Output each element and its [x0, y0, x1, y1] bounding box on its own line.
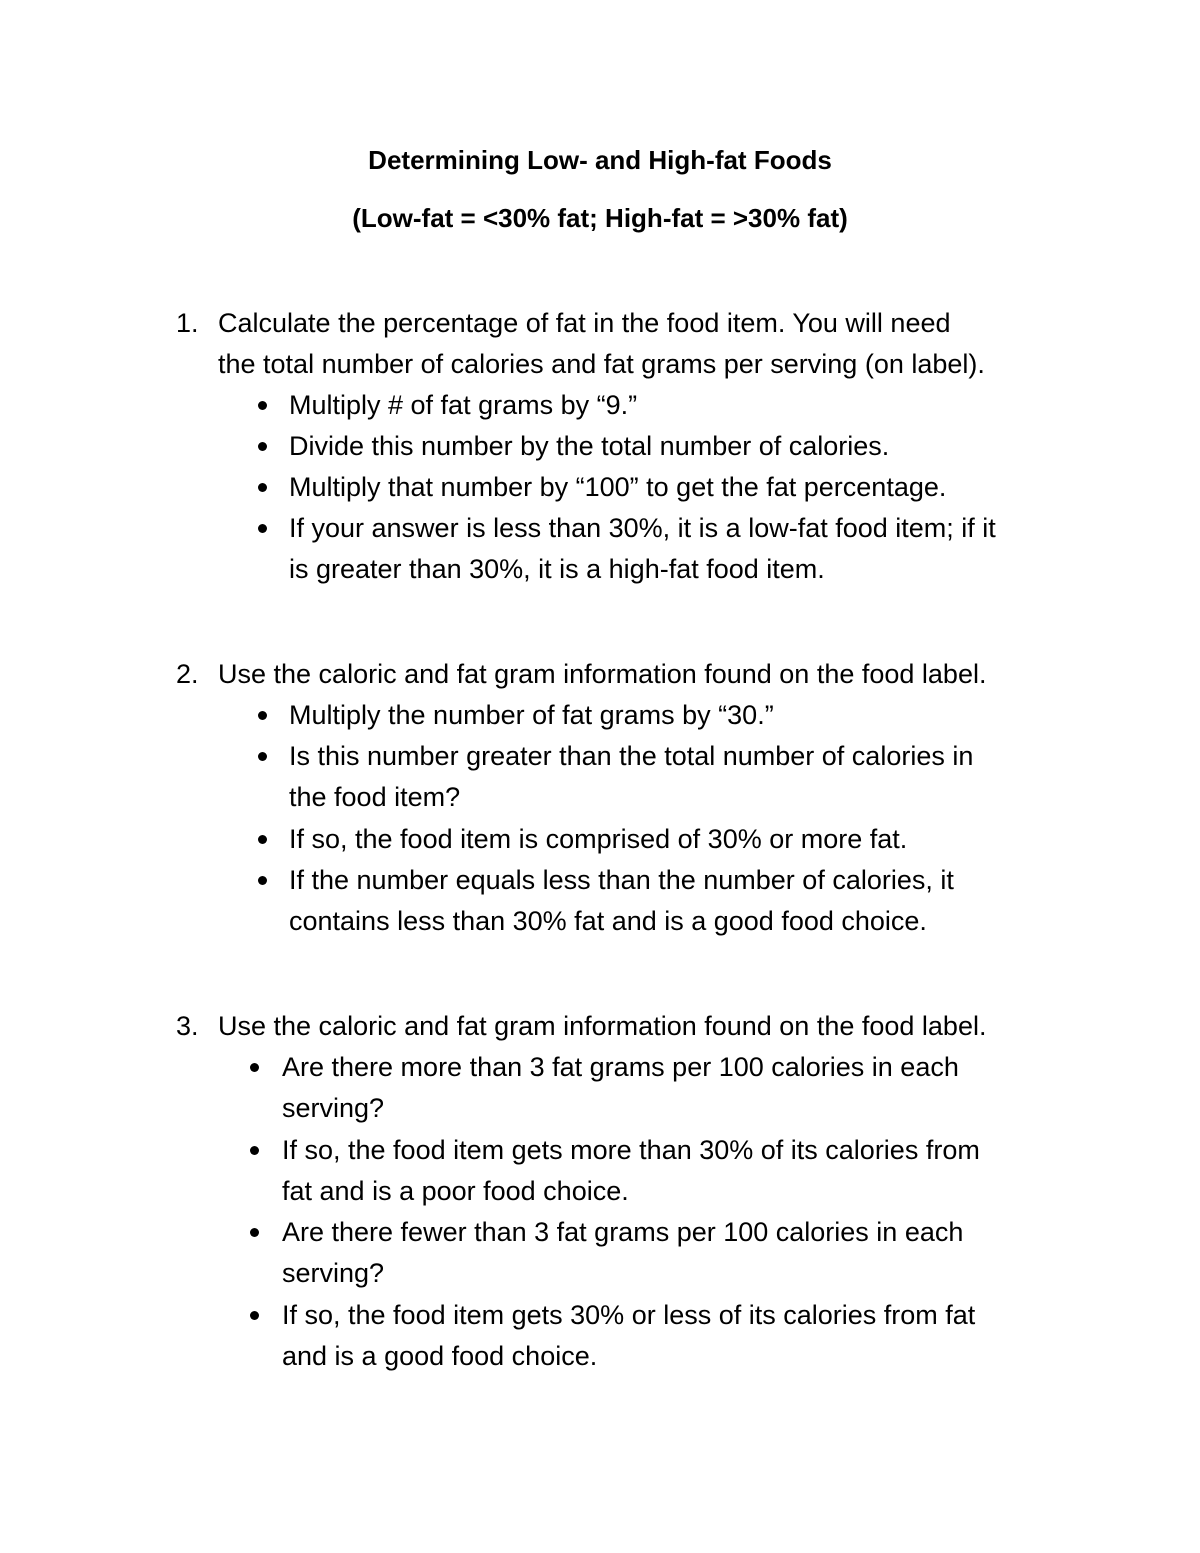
- bullet-text-line: If so, the food item is comprised of 30% or more fat.: [289, 824, 908, 854]
- bullet-text-line: If so, the food item gets 30% or less of its calories from fat: [282, 1300, 976, 1330]
- bullet-icon: [258, 876, 267, 885]
- step-text-line: the total number of calories and fat grams per serving (on label).: [218, 349, 985, 380]
- bullet-icon: [258, 752, 267, 761]
- bullet-text-line: contains less than 30% fat and is a good food choice.: [289, 906, 927, 937]
- bullet-icon: [250, 1311, 259, 1320]
- bullet-text-line: is greater than 30%, it is a high-fat food item.: [289, 554, 825, 585]
- bullet-icon: [250, 1063, 259, 1072]
- bullet-text-line: Are there more than 3 fat grams per 100 calories in each: [282, 1052, 959, 1082]
- document-subtitle: (Low-fat = <30% fat; High-fat = >30% fat): [352, 203, 848, 233]
- step-number: 1.: [176, 308, 199, 338]
- bullet-text-line: the food item?: [289, 782, 461, 813]
- bullet-text-line: Is this number greater than the total number of calories in: [289, 741, 974, 771]
- step-number: 3.: [176, 1011, 199, 1041]
- step-number: 2.: [176, 659, 199, 689]
- bullet-text-line: serving?: [282, 1093, 385, 1124]
- bullet-text-line: and is a good food choice.: [282, 1341, 598, 1372]
- bullet-icon: [258, 711, 267, 720]
- bullet-icon: [258, 835, 267, 844]
- bullet-text-line: If the number equals less than the number of calories, it: [289, 865, 954, 895]
- bullet-icon: [258, 442, 267, 451]
- bullet-icon: [258, 483, 267, 492]
- bullet-icon: [250, 1146, 259, 1155]
- bullet-text-line: Multiply the number of fat grams by “30.”: [289, 700, 774, 730]
- bullet-text-line: If so, the food item gets more than 30% of its calories from: [282, 1135, 980, 1165]
- bullet-text-line: Multiply # of fat grams by “9.”: [289, 390, 638, 420]
- bullet-text-line: serving?: [282, 1258, 385, 1289]
- bullet-text-line: fat and is a poor food choice.: [282, 1176, 629, 1207]
- bullet-icon: [258, 524, 267, 533]
- bullet-icon: [258, 401, 267, 410]
- bullet-icon: [250, 1228, 259, 1237]
- bullet-text-line: If your answer is less than 30%, it is a low-fat food item; if it: [289, 513, 996, 543]
- step-text-line: Calculate the percentage of fat in the food item. You will need: [218, 308, 951, 338]
- document-title: Determining Low- and High-fat Foods: [368, 145, 832, 175]
- step-text-line: Use the caloric and fat gram information found on the food label.: [218, 1011, 987, 1041]
- bullet-text-line: Divide this number by the total number of calories.: [289, 431, 890, 461]
- step-text-line: Use the caloric and fat gram information found on the food label.: [218, 659, 987, 689]
- bullet-text-line: Multiply that number by “100” to get the fat percentage.: [289, 472, 947, 502]
- bullet-text-line: Are there fewer than 3 fat grams per 100 calories in each: [282, 1217, 964, 1247]
